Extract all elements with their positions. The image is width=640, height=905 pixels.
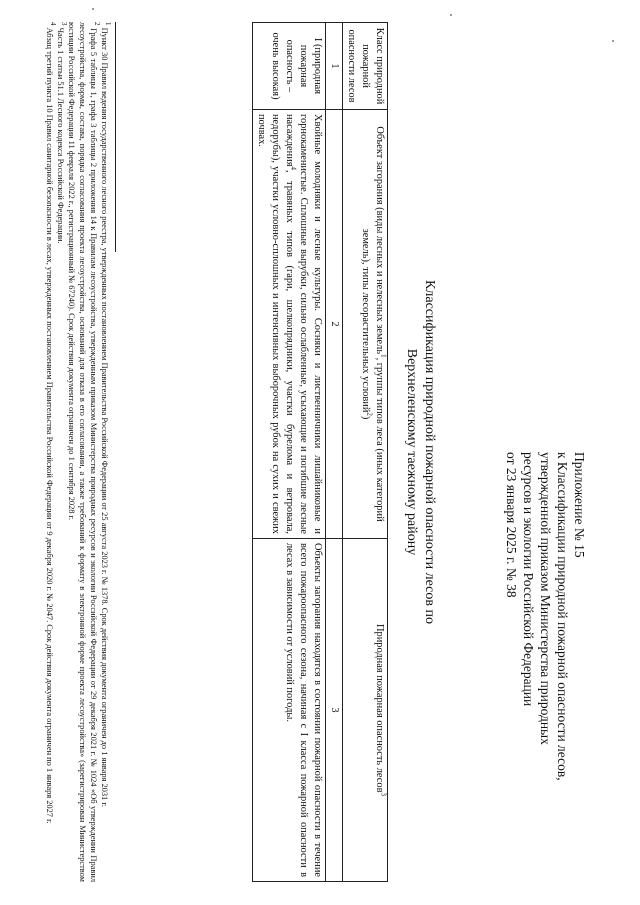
column-number: 3 — [326, 539, 343, 882]
header-object: Объект загорания (виды лесных и нелесных земель$^1$, группы типов леса (иных категорий земель), типы лесорастительных условий$^2$) — [343, 110, 388, 539]
title-line: Классификация природной пожарной опасности лесов по — [422, 280, 437, 624]
table-row — [253, 23, 326, 882]
appendix-line: ресурсов и экологии Российской Федерации — [521, 452, 536, 707]
rotated-content — [28, 22, 588, 882]
appendix-number: Приложение № 15 — [572, 452, 587, 558]
table-number-row — [326, 23, 343, 882]
footnote-3: $^3$ Часть 1 статьи 51.1 Лесного кодекса Российской Федерации. — [56, 22, 68, 244]
footnotes — [44, 22, 110, 882]
appendix-date: от 23 января 2025 г. № 38 — [504, 452, 519, 598]
cell-object: Хвойные молодняки и лесные культуры. Сосняки и лиственничники лишайниковые и горнокаменистые. Сплошные вырубки, сильно ослабленные, усыхающие и погибшие лесные насаждения$^4$, травяных типов (гари, шелкопрядники, участки бурелома и ветровала, недорубы), участки условно-сплошных и интенсивных выборочных рубок на сухих и свежих почвах. — [253, 110, 326, 539]
column-number: 2 — [326, 110, 343, 539]
appendix-header — [503, 452, 588, 872]
scan-speck — [92, 8, 94, 10]
table-header-row — [343, 23, 388, 882]
footnote-divider — [115, 22, 116, 252]
document-title — [402, 22, 438, 882]
scan-speck — [450, 14, 452, 16]
header-danger: Природная пожарная опасность лесов$^3$ — [343, 539, 388, 882]
header-class: Класс природной пожарной опасности лесов — [343, 23, 388, 110]
footnote-4: $^4$ Абзац третий пункта 10 Правил санитарной безопасности в лесах, утвержденных постановлением Правительства Российской Федерации от 9 декабря 2020 г. № 2047. Срок действия документа ограничен по 1 января 2027 г. — [45, 22, 57, 824]
footnote-1: $^1$ Пункт 30 Правил ведения государственного лесного реестра, утвержденных постановлением Правительства Российской Федерации от 25 августа 2023 г. № 1378. Срок действия документа ограничен до 1 января 2031 г. — [100, 22, 112, 807]
scan-speck — [612, 40, 614, 42]
appendix-line: утвержденной приказом Министерства природных — [538, 452, 553, 745]
title-line: Верхнеленскому таежному району — [404, 348, 419, 556]
classification-table — [252, 22, 388, 882]
footnote-2: $^2$ Графа 5 таблицы 1, графа 3 таблицы 2 приложения 14 к Правилам лесоустройства, утвержденным приказом Министерства природных ресурсов и экологии Российской Федерации от 29 декабря 2021 г. № 1024 «Об утверждении Правил лесоустройства, формы, состава, порядка согласования проекта лесоустройства, оснований для отказа в его согласовании, а также требований к формату в электронной форме проекта лесоустройства» (зарегистрирован Министерством юстиции Российской Федерации 11 февраля 2022 г., регистрационный № 67240). Срок действия документа ограничен до 1 сентября 2028 г. — [67, 22, 101, 882]
appendix-line: к Классификации природной пожарной опасности лесов, — [555, 452, 570, 781]
cell-class: I (природная пожарная опасность – очень высокая) — [253, 23, 326, 110]
column-number: 1 — [326, 23, 343, 110]
cell-danger: Объекты загорания находятся в состоянии пожарной опасности в течение всего пожароопасного сезона, начиная с I класса пожарной опасности в лесах в зависимости от условий погоды. — [253, 539, 326, 882]
